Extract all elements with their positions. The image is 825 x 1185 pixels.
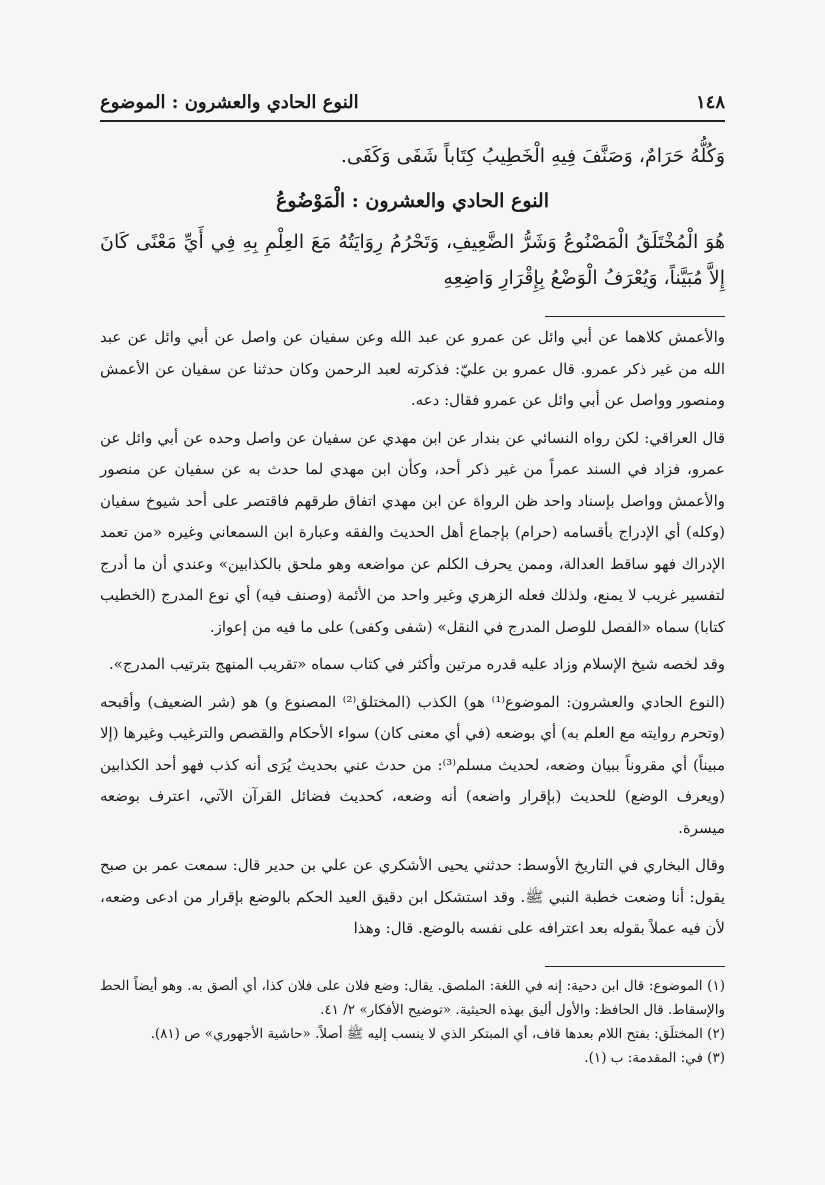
verse-line: وَكُلُّهُ حَرَامٌ، وَصَنَّفَ فِيهِ الْخَطِيبُ كِتَاباً شَفَى وَكَفَى.: [340, 145, 725, 167]
page-number: ١٤٨: [695, 92, 725, 113]
footnotes: [100, 974, 725, 1070]
footnote: (٢) المختلَق: بفتح اللام بعدها قاف، أي المبتكر الذي لا ينسب إليه ﷺ أصلاً. «حاشية الأجهوري» ص (٨١).: [150, 1026, 725, 1042]
verse-main: هُوَ الْمُخْتَلَقُ الْمَصْنُوعُ وَشَرُّ الضَّعِيفِ، وَتَحْرُمُ رِوَايَتُهُ مَعَ العِلْمِ بِهِ فِي أَيِّ مَعْنًى كَانَ إِلاَّ مُبَيَّناً، وَيُعْرَفُ الْوَضْعُ بِإِقْرَارِ وَاضِعِهِ: [100, 231, 725, 289]
footnote-separator: [545, 966, 725, 967]
footnote: (١) الموضوع: قال ابن دحية: إنه في اللغة: الملصق. يقال: وضع فلان على فلان كذا، أي ألصق به. وهو أيضاً الحط والإسقاط. قال الحافظ: والأول أليق بهذه الحيثية. «توضيح الأفكار» ٢/ ٤١.: [100, 978, 725, 1018]
paragraph: وقد لخصه شيخ الإسلام وزاد عليه قدره مرتين وأكثر في كتاب سماه «تقريب المنهج بترتيب المدرج».: [108, 655, 725, 673]
section-heading: النوع الحادي والعشرون : الْمَوْضُوعُ: [275, 190, 549, 212]
footnote: (٣) في: المقدمة: ب (١).: [584, 1050, 725, 1066]
running-title: النوع الحادي والعشرون : الموضوع: [100, 92, 359, 113]
paragraph: (النوع الحادي والعشرون: الموضوع⁽¹⁾ هو) الكذب (المختلق⁽²⁾ المصنوع و) هو (شر الضعيف) وأقبحه (وتحرم روايته مع العلم به) أي بوضعه (في أي معنى كان) سواء الأحكام والقصص والترغيب وغيرها (إلا مبيناً) أي مقروناً ببيان وضعه، لحديث مسلم⁽³⁾: من حدث عني بحديث يُرَى أنه كذب فهو أحد الكذابين (ويعرف الوضع) للحديث (بإقرار واضعه) أنه وضعه، كحديث فضائل القرآن الآتي، اعترف بوضعه ميسرة.: [100, 692, 726, 837]
page-header: [100, 88, 725, 122]
commentary-text: [100, 322, 725, 951]
text-separator: [545, 316, 725, 317]
paragraph: قال العراقي: لكن رواه النسائي عن بندار عن ابن مهدي عن سفيان عن واصل وحده عن أبي وائل عن عمرو، فزاد في السند عمراً من غير ذكر أحد، وكأن ابن مهدي لما حدث به عن سفيان عن منصور والأعمش وواصل بإسناد واحد ظن الرواة عن ابن مهدي اتفاق طرقهم فاقتصر على أحد شيوخ سفيان (وكله) أي الإدراج بأقسامه (حرام) بإجماع أهل الحديث والفقه وعبارة ابن السمعاني وغيره «من تعمد الإدراك فهو ساقط العدالة، وممن يحرف الكلم عن مواضعه وهو ملحق بالكذابين» وعندي أن ما أدرج لتفسير غريب لا يمنع، ولذلك فعله الزهري وغير واحد من الأئمة (وصنف فيه) أي نوع المدرج (الخطيب كتابا) سماه «الفصل للوصل المدرج في النقل» (شفى وكفى) على ما فيه من إعواز.: [100, 428, 725, 636]
paragraph: والأعمش كلاهما عن أبي وائل عن عمرو عن عبد الله وعن سفيان عن واصل عن أبي وائل عن عبد الله من غير ذكر عمرو. قال عمرو بن عليّ: فذكرته لعبد الرحمن وكان حدثنا عن سفيان عن الأعمش ومنصور وواصل عن أبي وائل عن عمرو فقال: دعه.: [100, 328, 725, 409]
paragraph: وقال البخاري في التاريخ الأوسط: حدثني يحيى الأشكري عن علي بن حدير قال: سمعت عمر بن صبح يقول: أنا وضعت خطبة النبي ﷺ. وقد استشكل ابن دقيق العيد الحكم بالوضع بإقرار من ادعى وضعه، لأن فيه عملاً بقوله بعد اعترافه على نفسه بالوضع. قال: وهذا: [100, 856, 725, 937]
